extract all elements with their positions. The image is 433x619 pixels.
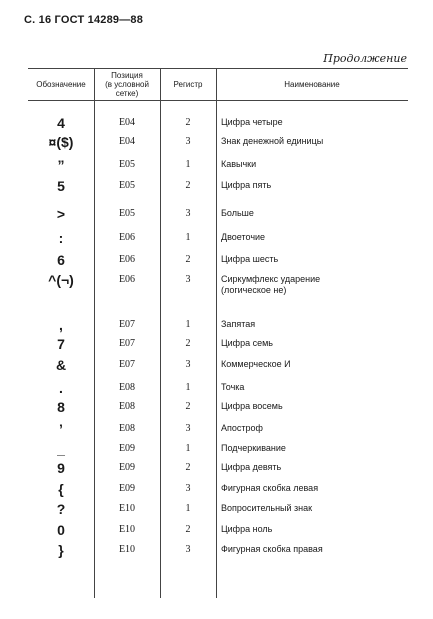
page-header: С. 16 ГОСТ 14289—88: [24, 14, 144, 26]
row-position: E06: [118, 254, 136, 265]
row-register: 2: [185, 524, 191, 535]
row-register: 1: [185, 443, 191, 454]
row-name: Запятая: [221, 319, 256, 329]
row-position: E06: [118, 274, 136, 285]
row-name: Знак денежной единицы: [221, 136, 324, 146]
row-symbol: 9: [57, 460, 65, 476]
row-position: E10: [118, 503, 136, 514]
column-divider: [216, 68, 217, 598]
row-name: Цифра шесть: [221, 254, 279, 264]
row-register: 2: [185, 180, 191, 191]
table-header-rule: [28, 100, 408, 101]
row-name: Кавычки: [221, 159, 257, 169]
header-position-line-2: (в условной: [105, 80, 149, 89]
row-position: E07: [118, 338, 136, 349]
row-symbol: _: [57, 441, 65, 457]
row-name: Двоеточие: [221, 232, 266, 242]
row-position: E06: [118, 232, 136, 243]
row-register: 3: [185, 423, 191, 434]
row-position: E07: [118, 319, 136, 330]
row-position: E09: [118, 462, 136, 473]
row-register: 2: [185, 117, 191, 128]
row-name: Фигурная скобка правая: [221, 544, 323, 554]
row-position: E08: [118, 382, 136, 393]
row-register: 1: [185, 159, 191, 170]
row-name: Коммерческое И: [221, 359, 291, 369]
row-position: E08: [118, 401, 136, 412]
row-name: Апостроф: [221, 423, 263, 433]
row-register: 3: [185, 136, 191, 147]
row-symbol: .: [59, 380, 63, 396]
row-register: 3: [185, 274, 191, 285]
row-symbol: ,: [59, 317, 63, 333]
header-symbol: Обозначение: [36, 80, 86, 89]
row-register: 2: [185, 462, 191, 473]
table-top-rule: [28, 68, 408, 69]
row-symbol: 4: [57, 115, 65, 131]
header-register: Регистр: [173, 80, 203, 89]
row-symbol: 5: [57, 178, 65, 194]
row-name: Вопросительный знак: [221, 503, 313, 513]
row-symbol: &: [55, 357, 67, 373]
row-symbol: ”: [57, 157, 65, 173]
row-name: Больше: [221, 208, 254, 218]
row-name: Цифра восемь: [221, 401, 283, 411]
row-name-line-1: Сиркумфлекс ударение: [221, 274, 321, 284]
row-name: Цифра семь: [221, 338, 273, 348]
row-symbol: ’: [59, 421, 63, 437]
header-position-line-3: сетке): [115, 89, 139, 98]
row-position: E10: [118, 544, 136, 555]
row-symbol: 7: [57, 336, 65, 352]
row-position: E09: [118, 483, 136, 494]
row-position: E05: [118, 159, 136, 170]
row-symbol: ?: [56, 501, 66, 517]
row-symbol: :: [58, 230, 64, 246]
row-name: Точка: [221, 382, 245, 392]
row-symbol: >: [56, 206, 66, 222]
header-name: Наименование: [284, 80, 340, 89]
row-register: 1: [185, 382, 191, 393]
row-position: E04: [118, 136, 136, 147]
row-position: E07: [118, 359, 136, 370]
row-symbol: {: [58, 481, 64, 497]
row-register: 3: [185, 359, 191, 370]
row-register: 1: [185, 232, 191, 243]
row-name: Фигурная скобка левая: [221, 483, 319, 493]
row-name: Цифра пять: [221, 180, 272, 190]
row-position: E05: [118, 208, 136, 219]
row-name: [221, 273, 406, 296]
continuation-label: Продолжение: [323, 52, 407, 65]
row-symbol: 0: [57, 522, 65, 538]
row-symbol: 8: [57, 399, 65, 415]
row-register: 2: [185, 338, 191, 349]
row-register: 3: [185, 483, 191, 494]
row-name-line-2: (логическое не): [221, 285, 287, 295]
row-name: Цифра ноль: [221, 524, 273, 534]
row-name: Цифра девять: [221, 462, 282, 472]
row-position: E09: [118, 443, 136, 454]
row-name: Подчеркивание: [221, 443, 286, 453]
row-symbol: }: [58, 542, 64, 558]
row-position: E08: [118, 423, 136, 434]
row-register: 1: [185, 503, 191, 514]
row-symbol: 6: [57, 252, 65, 268]
row-position: E10: [118, 524, 136, 535]
row-register: 1: [185, 319, 191, 330]
row-position: E05: [118, 180, 136, 191]
row-register: 2: [185, 254, 191, 265]
row-name: Цифра четыре: [221, 117, 283, 127]
header-position-line-1: Позиция: [111, 71, 143, 80]
row-symbol: ^(¬): [48, 272, 74, 288]
row-register: 3: [185, 544, 191, 555]
symbols-table: [28, 68, 408, 598]
row-position: E04: [118, 117, 136, 128]
row-register: 3: [185, 208, 191, 219]
row-symbol: ¤($): [48, 134, 74, 150]
row-register: 2: [185, 401, 191, 412]
